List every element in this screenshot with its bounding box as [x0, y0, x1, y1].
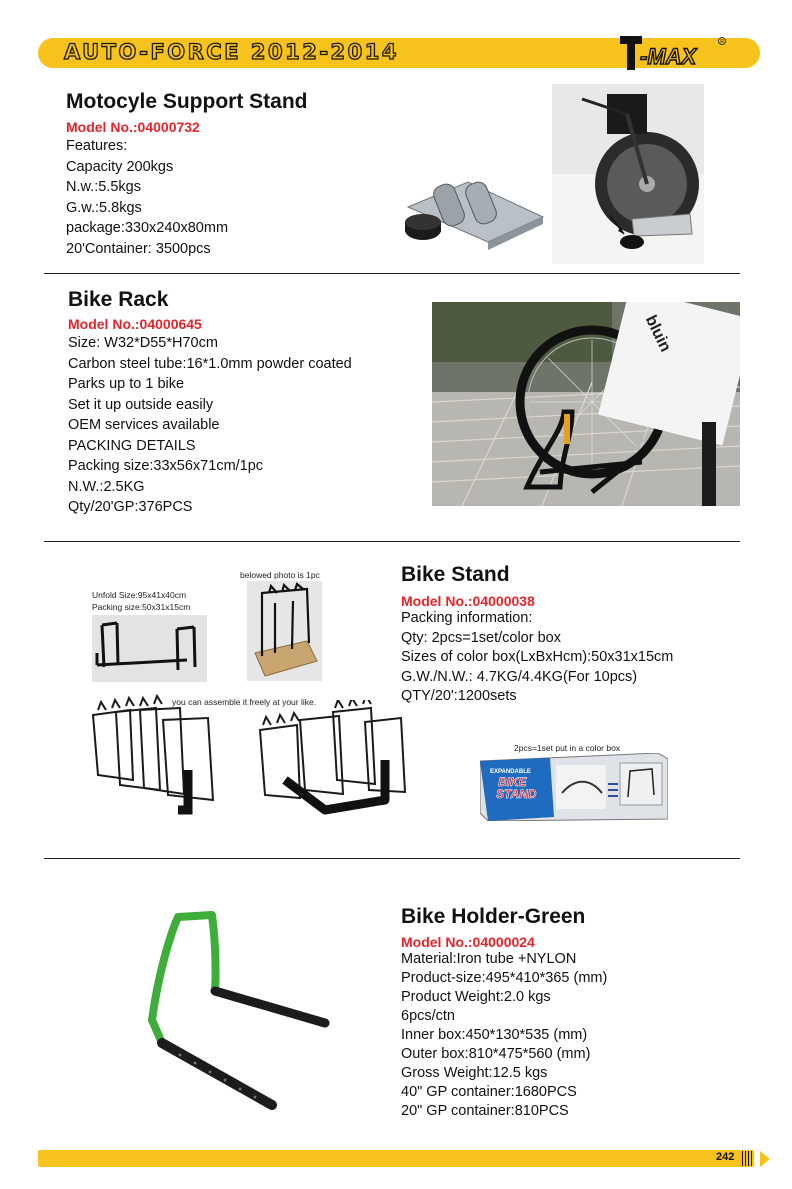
- unfolded-stand-photo: [92, 615, 207, 682]
- spec-line: Size: W32*D55*H70cm: [68, 335, 218, 351]
- model-number: Model No.:04000024: [401, 934, 535, 950]
- footer-bar: [38, 1150, 754, 1167]
- spec-line: Qty/20'GP:376PCS: [68, 499, 193, 515]
- product-title: Motocyle Support Stand: [66, 90, 308, 113]
- bike-rack-photo: [432, 302, 740, 506]
- spec-line: Sizes of color box(LxBxHcm):50x31x15cm: [401, 649, 674, 665]
- spec-line: 6pcs/ctn: [401, 1008, 455, 1024]
- product-bike-rack: [68, 288, 352, 518]
- spec-line: Parks up to 1 bike: [68, 376, 185, 392]
- catalog-title: AUTO-FORCE 2012-2014: [64, 40, 399, 64]
- spec-line: N.w.:5.5kgs: [66, 179, 141, 195]
- product-title: Bike Rack: [68, 288, 169, 311]
- product-title: Bike Stand: [401, 563, 510, 586]
- spec-line: Outer box:810*475*560 (mm): [401, 1046, 591, 1062]
- caption-color-box: 2pcs=1set put in a color box: [514, 743, 621, 753]
- spec-line: G.W./N.W.: 4.7KG/4.4KG(For 10pcs): [401, 668, 638, 685]
- spec-line: Material:Iron tube +NYLON: [401, 951, 577, 967]
- model-number: Model No.:04000038: [401, 593, 535, 609]
- svg-text:R: R: [720, 39, 724, 45]
- page-number: 242: [716, 1151, 735, 1163]
- divider: [44, 858, 740, 859]
- spec-line: QTY/20':1200sets: [401, 688, 517, 704]
- motorcycle-stand-photo: [398, 162, 548, 262]
- spec-line: 20" GP container:810PCS: [401, 1103, 569, 1119]
- caption-unfold-size: Unfold Size:95x41x40cm: [92, 590, 187, 600]
- model-number: Model No.:04000732: [66, 119, 200, 135]
- spec-line: package:330x240x80mm: [66, 220, 229, 236]
- product-motorcycle-stand: [66, 90, 308, 259]
- spec-line: 40" GP container:1680PCS: [401, 1084, 577, 1100]
- svg-text:-MAX: -MAX: [640, 44, 697, 69]
- spec-line: G.w.:5.8kgs: [66, 199, 142, 216]
- green-bike-holder-photo: [140, 905, 340, 1115]
- spec-line: 20'Container: 3500pcs: [66, 240, 211, 257]
- spec-line: Carbon steel tube:16*1.0mm powder coated: [68, 355, 352, 372]
- caption-belowed: belowed photo is 1pc: [240, 570, 320, 580]
- spec-line: Set it up outside easily: [68, 396, 214, 413]
- spec-line: Capacity 200kgs: [66, 158, 174, 175]
- spec-line: Packing size:33x56x71cm/1pc: [68, 458, 264, 474]
- footer-stripes: [742, 1151, 752, 1166]
- spec-line: PACKING DETAILS: [68, 437, 196, 454]
- box-label-bike: BIKE: [498, 775, 527, 789]
- spec-line: Product-size:495*410*365 (mm): [401, 970, 608, 986]
- spec-line: N.W.:2.5KG: [68, 478, 145, 495]
- spec-line: Qty: 2pcs=1set/color box: [401, 629, 561, 646]
- spec-line: Inner box:450*130*535 (mm): [401, 1027, 588, 1043]
- next-arrow-icon: [760, 1151, 770, 1167]
- product-bike-holder-green: [401, 905, 607, 1121]
- model-number: Model No.:04000645: [68, 316, 202, 332]
- caption-packing-size: Packing size:50x31x15cm: [92, 602, 191, 612]
- caption-assemble: you can assemble it freely at your like.: [172, 697, 317, 707]
- divider: [44, 541, 740, 542]
- color-box-photo: [480, 753, 668, 821]
- svg-text:bluin: bluin: [641, 312, 674, 355]
- assembled-stand-drawing: [88, 690, 223, 820]
- spec-line: Features:: [66, 138, 128, 154]
- spec-line: OEM services available: [68, 417, 220, 433]
- stand-in-box-photo: [247, 581, 322, 681]
- spec-line: Gross Weight:12.5 kgs: [401, 1065, 548, 1081]
- spec-line: Packing information:: [401, 610, 533, 626]
- divider: [44, 273, 740, 274]
- assembled-stand-drawing-2: [255, 700, 410, 820]
- motorcycle-on-stand-photo: [552, 84, 704, 264]
- spec-line: Product Weight:2.0 kgs: [401, 989, 551, 1005]
- box-label-expandable: EXPANDABLE: [490, 769, 531, 775]
- product-title: Bike Holder-Green: [401, 905, 586, 928]
- tmax-logo: [618, 34, 728, 72]
- box-label-stand: STAND: [496, 787, 537, 801]
- product-bike-stand: [401, 563, 673, 707]
